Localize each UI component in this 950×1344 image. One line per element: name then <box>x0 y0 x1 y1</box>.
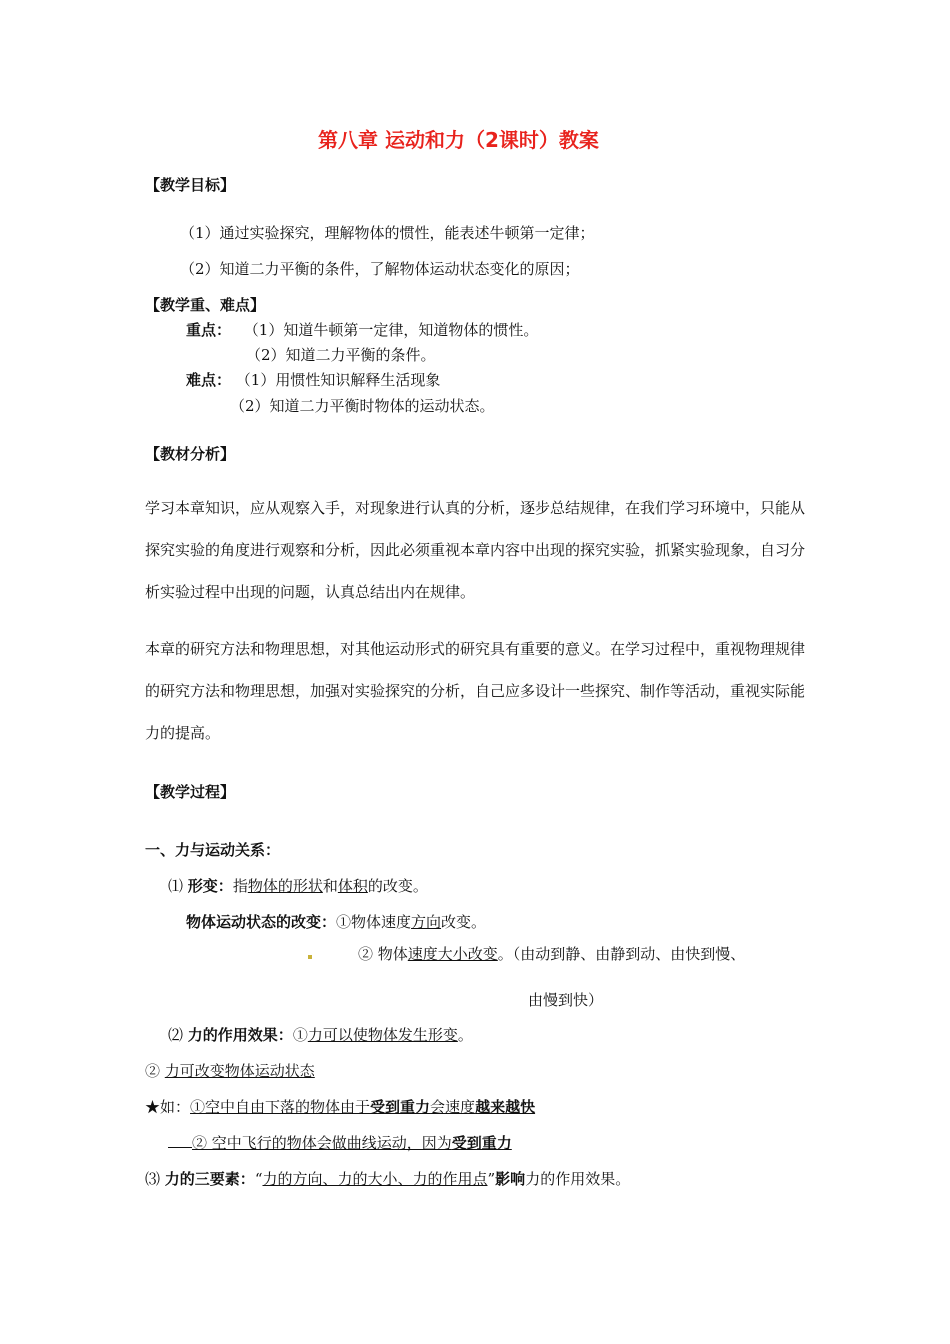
text: 改变。 <box>441 913 487 931</box>
line-example-2 <box>168 1132 512 1153</box>
motion-change-label: 物体运动状态的改变： <box>186 913 337 931</box>
text: ①物体速度 <box>336 913 412 931</box>
underlined-text: 物体的形状 <box>247 877 323 895</box>
item-number: ⑵ <box>168 1026 184 1044</box>
line-example-1 <box>145 1096 535 1117</box>
item-number: ⑴ <box>168 877 184 895</box>
bold-underlined-text: 越来越快 <box>475 1098 536 1116</box>
deformation-label: 形变： <box>187 877 233 895</box>
text: “ <box>254 1170 263 1188</box>
analysis-paragraph-2: 本章的研究方法和物理思想，对其他运动形式的研究具有重要的意义。在学习过程中，重视物理规律的研究方法和物理思想，加强对实验探究的分析，自己应多设计一些探究、制作等活动，重视实际能力的提高。 <box>145 640 806 742</box>
bold-text: 影响 <box>495 1170 526 1188</box>
line-deformation <box>168 875 428 896</box>
goal-item-2: （2）知道二力平衡的条件，了解物体运动状态变化的原因； <box>180 260 580 278</box>
underlined-text: ①空中自由下落的物体由于 <box>190 1098 371 1116</box>
section-1-heading: 一、力与运动关系： <box>145 841 281 859</box>
text: 和 <box>322 877 338 895</box>
text: 指 <box>232 877 248 895</box>
goal-item-1: （1）通过实验探究，理解物体的惯性，能表述牛顿第一定律； <box>180 224 595 242</box>
underlined-text: ② 空中飞行的物体会做曲线运动，因为 <box>192 1134 452 1152</box>
text: ① <box>292 1026 308 1044</box>
example-label: ★如： <box>145 1098 191 1116</box>
force-effects-label: 力的作用效果： <box>187 1026 293 1044</box>
key-label: 重点： <box>186 321 232 339</box>
line-three-elements <box>145 1168 630 1189</box>
underlined-text: 力的方向、力的大小、力的作用点 <box>262 1170 488 1188</box>
difficulty-label: 难点： <box>186 371 232 389</box>
text: 。（由动到静、由静到动、由快到慢、 <box>497 945 746 963</box>
analysis-paragraph-1: 学习本章知识，应从观察入手，对现象进行认真的分析，逐步总结规律，在我们学习环境中，只能从探究实验的角度进行观察和分析，因此必须重视本章内容中出现的探究实验，抓紧实验现象，自习分析实验过程中出现的问题，认真总结出内在规律。 <box>145 499 806 601</box>
text: 力的作用效果。 <box>525 1170 631 1188</box>
bold-underlined-text: 受到重力 <box>370 1098 431 1116</box>
stray-dot <box>308 955 312 959</box>
three-elements-label: 力的三要素： <box>164 1170 255 1188</box>
text: 。 <box>457 1026 473 1044</box>
process-heading: 【教学过程】 <box>145 783 236 801</box>
keypoints-heading: 【教学重、难点】 <box>145 296 266 314</box>
item-number: ⑶ <box>145 1170 161 1188</box>
difficulty-line-1 <box>186 369 440 390</box>
key-point-line-1 <box>186 319 538 340</box>
goals-heading: 【教学目标】 <box>145 176 236 194</box>
line-force-effects <box>168 1024 473 1045</box>
underlined-text: 力可以使物体发生形变 <box>307 1026 458 1044</box>
text: ② 物体 <box>358 945 408 963</box>
indent-underline <box>168 1133 192 1148</box>
key-point-1: （1）知道牛顿第一定律，知道物体的惯性。 <box>243 321 539 339</box>
line-force-effect-2 <box>145 1060 315 1081</box>
document-title: 第八章 运动和力（2课时）教案 <box>318 128 599 152</box>
line-motion-change <box>186 911 486 932</box>
underlined-text: 速度大小改变 <box>407 945 498 963</box>
difficulty-2: （2）知道二力平衡时物体的运动状态。 <box>230 397 495 415</box>
underlined-text: 力可改变物体运动状态 <box>164 1062 315 1080</box>
underlined-text: 会速度 <box>430 1098 476 1116</box>
text: ” <box>487 1170 496 1188</box>
text: ② <box>145 1062 165 1080</box>
key-point-2: （2）知道二力平衡的条件。 <box>246 346 436 364</box>
underlined-text: 体积 <box>337 877 368 895</box>
bold-underlined-text: 受到重力 <box>451 1134 512 1152</box>
analysis-heading: 【教材分析】 <box>145 445 236 463</box>
text: 的改变。 <box>367 877 428 895</box>
line-speed-change-cont: 由慢到快） <box>528 991 604 1009</box>
underlined-text: 方向 <box>411 913 442 931</box>
line-speed-change <box>358 943 745 964</box>
difficulty-1: （1）用惯性知识解释生活现象 <box>235 371 441 389</box>
